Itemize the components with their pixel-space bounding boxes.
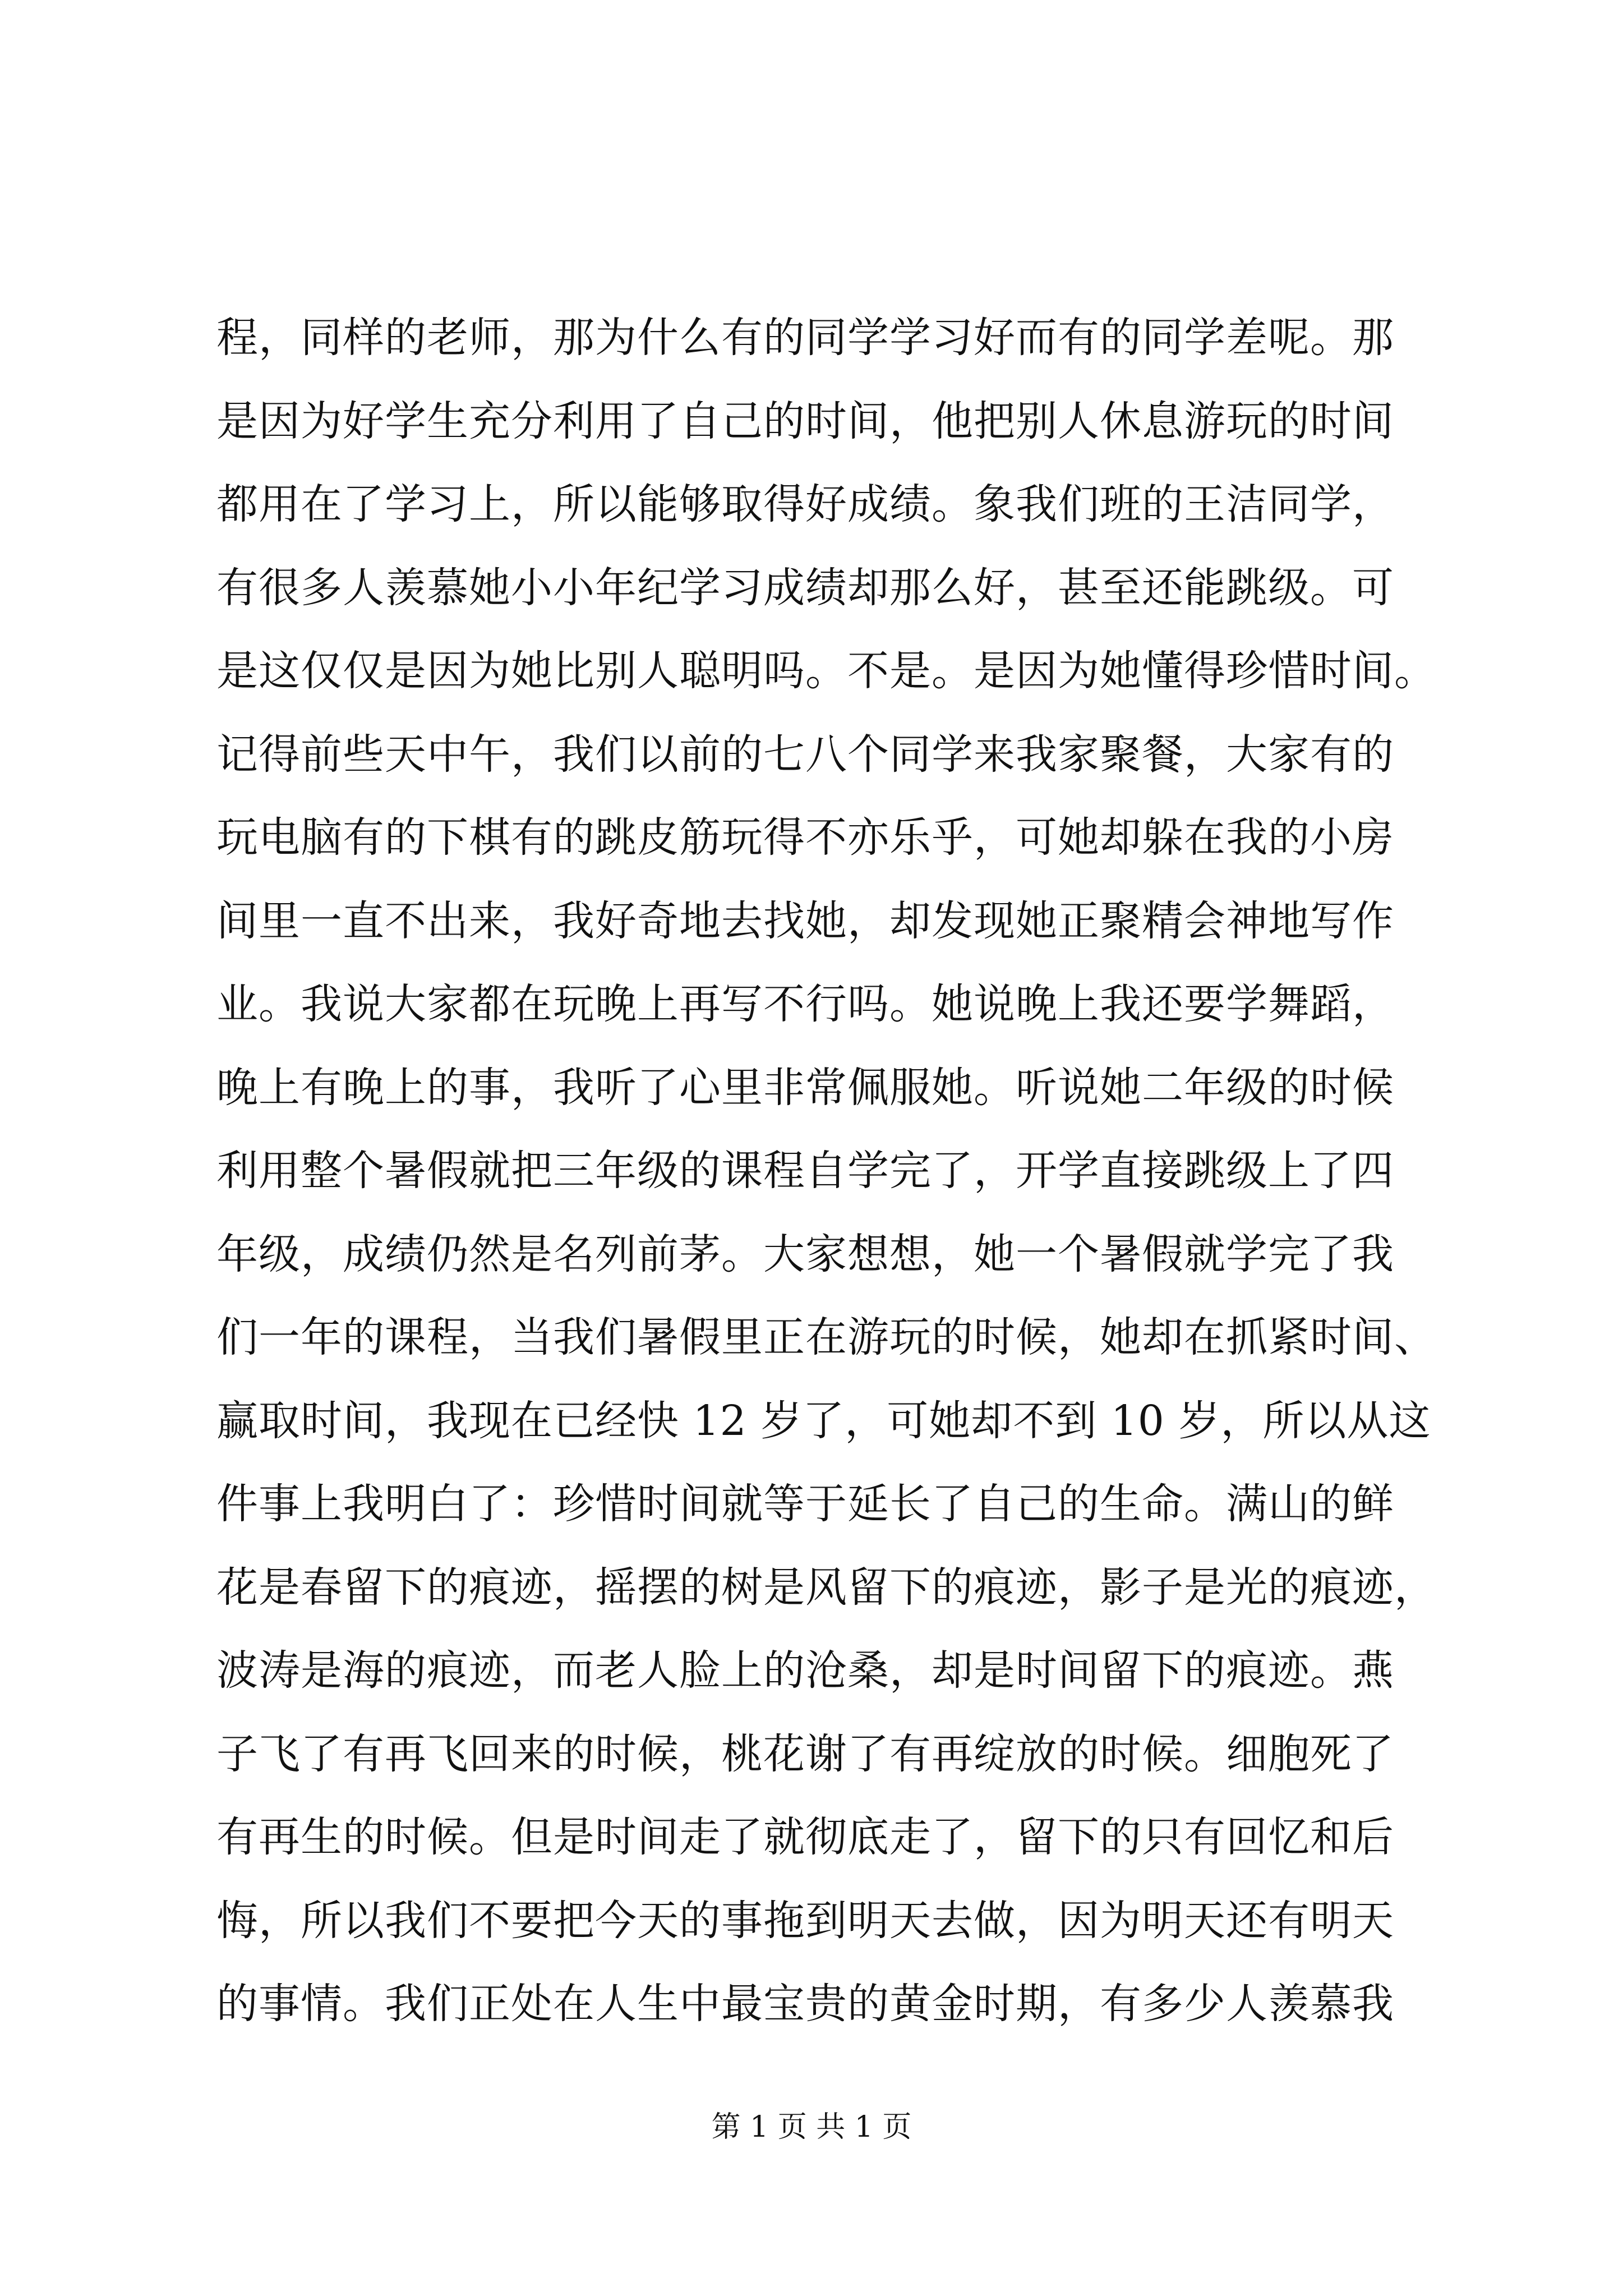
text-line: 是这仅仅是因为她比别人聪明吗。不是。是因为她懂得珍惜时间。 xyxy=(216,647,1436,695)
text-line: 玩电脑有的下棋有的跳皮筋玩得不亦乐乎，可她却躲在我的小房 xyxy=(216,813,1394,862)
text-line: 都用在了学习上，所以能够取得好成绩。象我们班的王洁同学， xyxy=(216,480,1394,528)
text-line: 的事情。我们正处在人生中最宝贵的黄金时期，有多少人羡慕我 xyxy=(216,1980,1394,2028)
text-line: 件事上我明白了：珍惜时间就等于延长了自己的生命。满山的鲜 xyxy=(216,1480,1394,1528)
text-line: 波涛是海的痕迹，而老人脸上的沧桑，却是时间留下的痕迹。燕 xyxy=(216,1646,1394,1695)
text-line: 间里一直不出来，我好奇地去找她，却发现她正聚精会神地写作 xyxy=(216,896,1394,945)
text-line: 是因为好学生充分利用了自己的时间，他把别人休息游玩的时间 xyxy=(216,397,1394,445)
text-line: 年级，成绩仍然是名列前茅。大家想想，她一个暑假就学完了我 xyxy=(216,1230,1394,1278)
text-line: 有再生的时候。但是时间走了就彻底走了，留下的只有回忆和后 xyxy=(216,1813,1394,1861)
text-line: 程，同样的老师，那为什么有的同学学习好而有的同学差呢。那 xyxy=(216,314,1394,362)
text-line: 业。我说大家都在玩晚上再写不行吗。她说晚上我还要学舞蹈， xyxy=(216,980,1394,1028)
text-line: 赢取时间，我现在已经快 12 岁了，可她却不到 10 岁，所以从这 xyxy=(216,1396,1431,1445)
text-line: 子飞了有再飞回来的时候，桃花谢了有再绽放的时候。细胞死了 xyxy=(216,1729,1394,1778)
body-text xyxy=(216,296,1436,2046)
text-line: 记得前些天中午，我们以前的七八个同学来我家聚餐，大家有的 xyxy=(216,730,1394,779)
text-line: 利用整个暑假就把三年级的课程自学完了，开学直接跳级上了四 xyxy=(216,1147,1394,1195)
text-line: 花是春留下的痕迹，摇摆的树是风留下的痕迹，影子是光的痕迹， xyxy=(216,1563,1436,1612)
text-line: 晚上有晚上的事，我听了心里非常佩服她。听说她二年级的时候 xyxy=(216,1063,1394,1112)
text-line: 有很多人羡慕她小小年纪学习成绩却那么好，甚至还能跳级。可 xyxy=(216,563,1394,612)
page-footer: 第 1 页 共 1 页 xyxy=(711,2110,912,2144)
text-line: 们一年的课程，当我们暑假里正在游玩的时候，她却在抓紧时间、 xyxy=(216,1313,1436,1361)
text-line: 悔，所以我们不要把今天的事拖到明天去做，因为明天还有明天 xyxy=(216,1896,1394,1945)
